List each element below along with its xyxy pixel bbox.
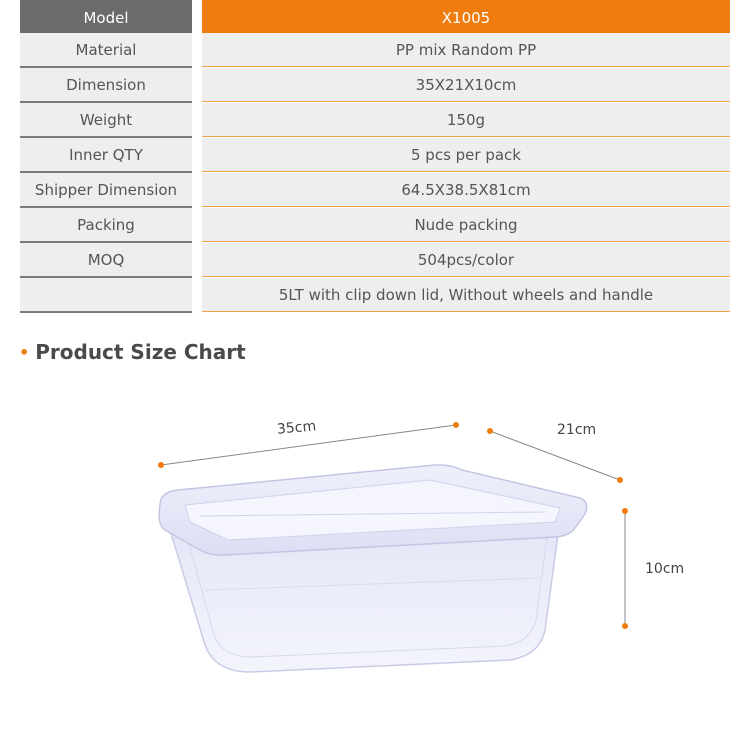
spec-row-inner-qty [20,138,730,173]
spec-row-material [20,33,730,68]
spec-label [20,278,192,313]
spec-header-value: X1005 [202,0,730,35]
height-label: 10cm [645,561,685,577]
spec-label: Shipper Dimension [20,173,192,208]
section-title [19,340,246,364]
container-illustration [0,380,750,739]
spec-label: Material [20,33,192,68]
spec-value: 504pcs/color [202,243,730,277]
section-title-text: Product Size Chart [35,340,246,364]
spec-label: Inner QTY [20,138,192,173]
spec-value: 5 pcs per pack [202,138,730,172]
spec-value: PP mix Random PP [202,33,730,67]
size-diagram [0,380,750,739]
spec-row-moq [20,243,730,278]
spec-value: 64.5X38.5X81cm [202,173,730,207]
spec-label: Weight [20,103,192,138]
spec-row-weight [20,103,730,138]
spec-label: Dimension [20,68,192,103]
width-label: 21cm [557,422,597,438]
spec-label: MOQ [20,243,192,278]
spec-value: Nude packing [202,208,730,242]
bullet-dot-icon: • [19,342,30,362]
spec-value: 35X21X10cm [202,68,730,102]
spec-value: 150g [202,103,730,137]
spec-row-description [20,278,730,313]
spec-header-label: Model [20,0,192,35]
spec-row-shipper-dimension [20,173,730,208]
spec-value: 5LT with clip down lid, Without wheels and handle [202,278,730,312]
spec-row-packing [20,208,730,243]
length-label: 35cm [276,418,317,438]
spec-label: Packing [20,208,192,243]
spec-header-row [20,0,730,35]
spec-row-dimension [20,68,730,103]
